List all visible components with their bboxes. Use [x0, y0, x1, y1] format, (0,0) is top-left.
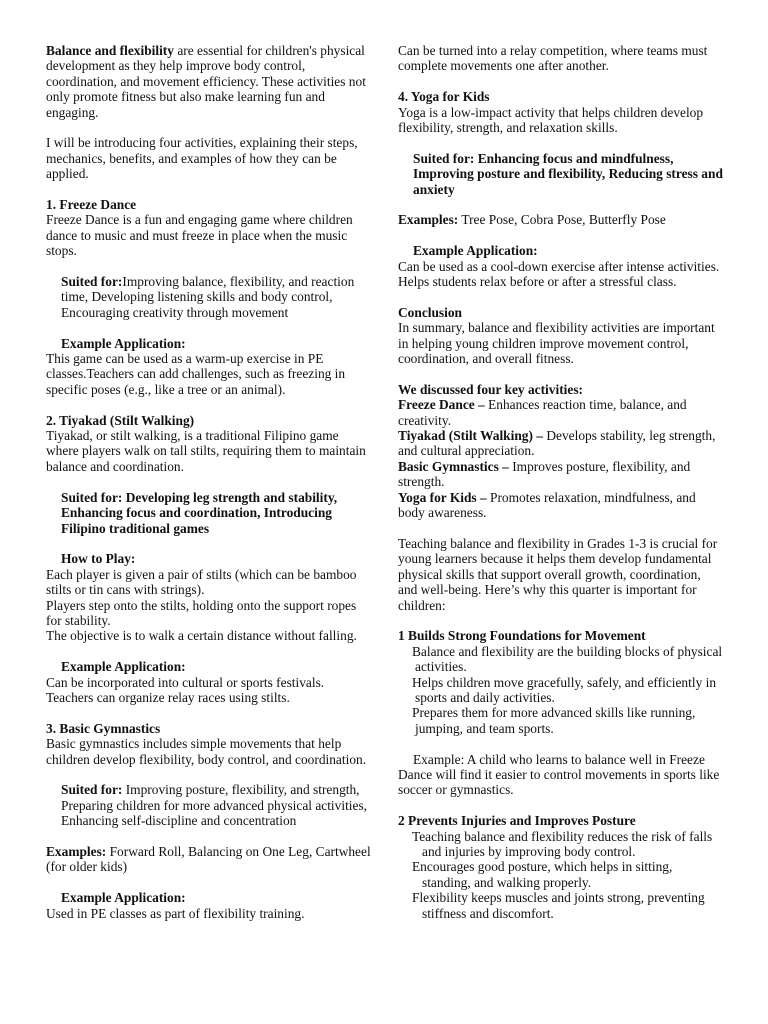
point-2-bullet-2: Encourages good posture, which helps in sitting, standing, and walking properly. [412, 859, 673, 890]
key-activity-3: Basic Gymnastics – Improves posture, flexibility, and strength. [398, 458, 691, 490]
activity-3-examples: Examples: Forward Roll, Balancing on One Leg, Cartwheel (for older kids) [46, 843, 371, 875]
activity-2-howto-2: Players step onto the stilts, holding onto the support ropes for stability. [46, 597, 357, 628]
activity-3-continued: Can be turned into a relay competition, where teams must complete movements one after another. [398, 43, 708, 74]
point-1-bullet-3: Prepares them for more advanced skills like running, jumping, and team sports. [412, 705, 696, 736]
conclusion-title: Conclusion [398, 304, 462, 320]
activity-2-example-label: Example Application: [61, 659, 186, 675]
teaching-paragraph: Teaching balance and flexibility in Grades 1-3 is crucial for young learners because it helps them develop fundamental physical skills that support overall growth, coordination, and well-being. Here’s why this quarter is important for children: [398, 535, 718, 613]
right-column [398, 43, 723, 921]
intro-paragraph-2: I will be introducing four activities, explaining their steps, mechanics, benefits, and examples of how they can be applied. [46, 135, 358, 182]
point-1-example: Example: A child who learns to balance well in Freeze Dance will find it easier to control movements in sports like soccer or gymnastics. [398, 751, 720, 798]
activity-2-example-1: Can be incorporated into cultural or sports festivals. [46, 674, 325, 690]
point-1-bullet-1: Balance and flexibility are the building blocks of physical activities. [412, 643, 723, 675]
activity-4-suited: Suited for: Enhancing focus and mindfulness, Improving posture and flexibility, Reducing stress and anxiety [413, 150, 723, 197]
activity-2-example-2: Teachers can organize relay races using stilts. [46, 689, 290, 705]
discussed-title: We discussed four key activities: [398, 381, 583, 397]
activity-2-howto-label: How to Play: [61, 551, 136, 567]
key-activity-4: Yoga for Kids – Promotes relaxation, mindfulness, and body awareness. [398, 489, 696, 521]
activity-3-suited: Suited for: Improving posture, flexibility, and strength, Preparing children for more advanced physical activities, Enhancing self-discipline and concentration [61, 782, 368, 829]
activity-2-howto-3: The objective is to walk a certain distance without falling. [46, 628, 357, 644]
point-1-title: 1 Builds Strong Foundations for Movement [398, 628, 646, 644]
activity-1-example-label: Example Application: [61, 335, 186, 351]
point-1-number: 1 [398, 628, 405, 644]
key-activity-1: Freeze Dance – Enhances reaction time, balance, and creativity. [398, 397, 687, 428]
activity-2-title: 2. Tiyakad (Stilt Walking) [46, 412, 195, 428]
activity-3-example-label: Example Application: [61, 890, 186, 906]
activity-4-example-label: Example Application: [413, 243, 538, 259]
point-2-title: 2 Prevents Injuries and Improves Posture [398, 813, 636, 829]
activity-3-title: 3. Basic Gymnastics [46, 720, 161, 736]
intro-bold: Balance and flexibility [46, 43, 174, 58]
activity-4-examples: Examples: Tree Pose, Cobra Pose, Butterfly Pose [398, 212, 666, 228]
activity-3-description: Basic gymnastics includes simple movements that help children develop flexibility, body control, and coordination. [46, 736, 367, 767]
activity-1-suited: Suited for:Improving balance, flexibility, and reaction time, Developing listening skills and body control, Encouraging creativity through movement [61, 274, 355, 320]
key-activity-2: Tiyakad (Stilt Walking) – Develops stability, leg strength, and cultural appreciation. [398, 428, 716, 459]
intro-paragraph [46, 43, 371, 120]
activity-2-howto-1: Each player is given a pair of stilts (which can be bamboo stilts or tin cans with strings). [46, 566, 357, 598]
activity-2-suited: Suited for: Developing leg strength and stability, Enhancing focus and coordination, Introducing Filipino traditional games [61, 489, 338, 536]
conclusion-text: In summary, balance and flexibility activities are important in helping young children improve movement control, coordination, and overall fitness. [398, 320, 715, 367]
activity-4-title: 4. Yoga for Kids [398, 89, 490, 105]
point-1-bullet-2: Helps children move gracefully, safely, and efficiently in sports and daily activities. [412, 674, 717, 705]
activity-3-example-text: Used in PE classes as part of flexibility training. [46, 905, 305, 921]
activity-1-title: 1. Freeze Dance [46, 197, 137, 213]
activity-4-description: Yoga is a low-impact activity that helps children develop flexibility, strength, and relaxation skills. [398, 104, 704, 136]
intro-rest: are essential for children's physical development as they help improve body control, coordination, and movement efficiency. These activities not only promote fitness but also make learning fun and engaging. [46, 43, 366, 120]
activity-4-example-text: Can be used as a cool-down exercise after intense activities. Helps students relax before or after a stressful class. [398, 258, 720, 290]
activity-2-description: Tiyakad, or stilt walking, is a traditional Filipino game where players walk on tall stilts, requiring them to maintain balance and coordination. [46, 428, 366, 474]
left-column [46, 43, 371, 921]
activity-1-example-text: This game can be used as a warm-up exercise in PE classes.Teachers can add challenges, such as freezing in specific poses (e.g., like a tree or an animal). [46, 351, 346, 397]
point-2-bullet-1: Teaching balance and flexibility reduces the risk of falls and injuries by improving body control. [412, 828, 713, 859]
activity-1-description: Freeze Dance is a fun and engaging game where children dance to music and must freeze in place when the music stops. [46, 212, 353, 259]
point-2-number: 2 [398, 813, 405, 829]
point-2-bullet-3: Flexibility keeps muscles and joints strong, preventing stiffness and discomfort. [412, 890, 705, 921]
